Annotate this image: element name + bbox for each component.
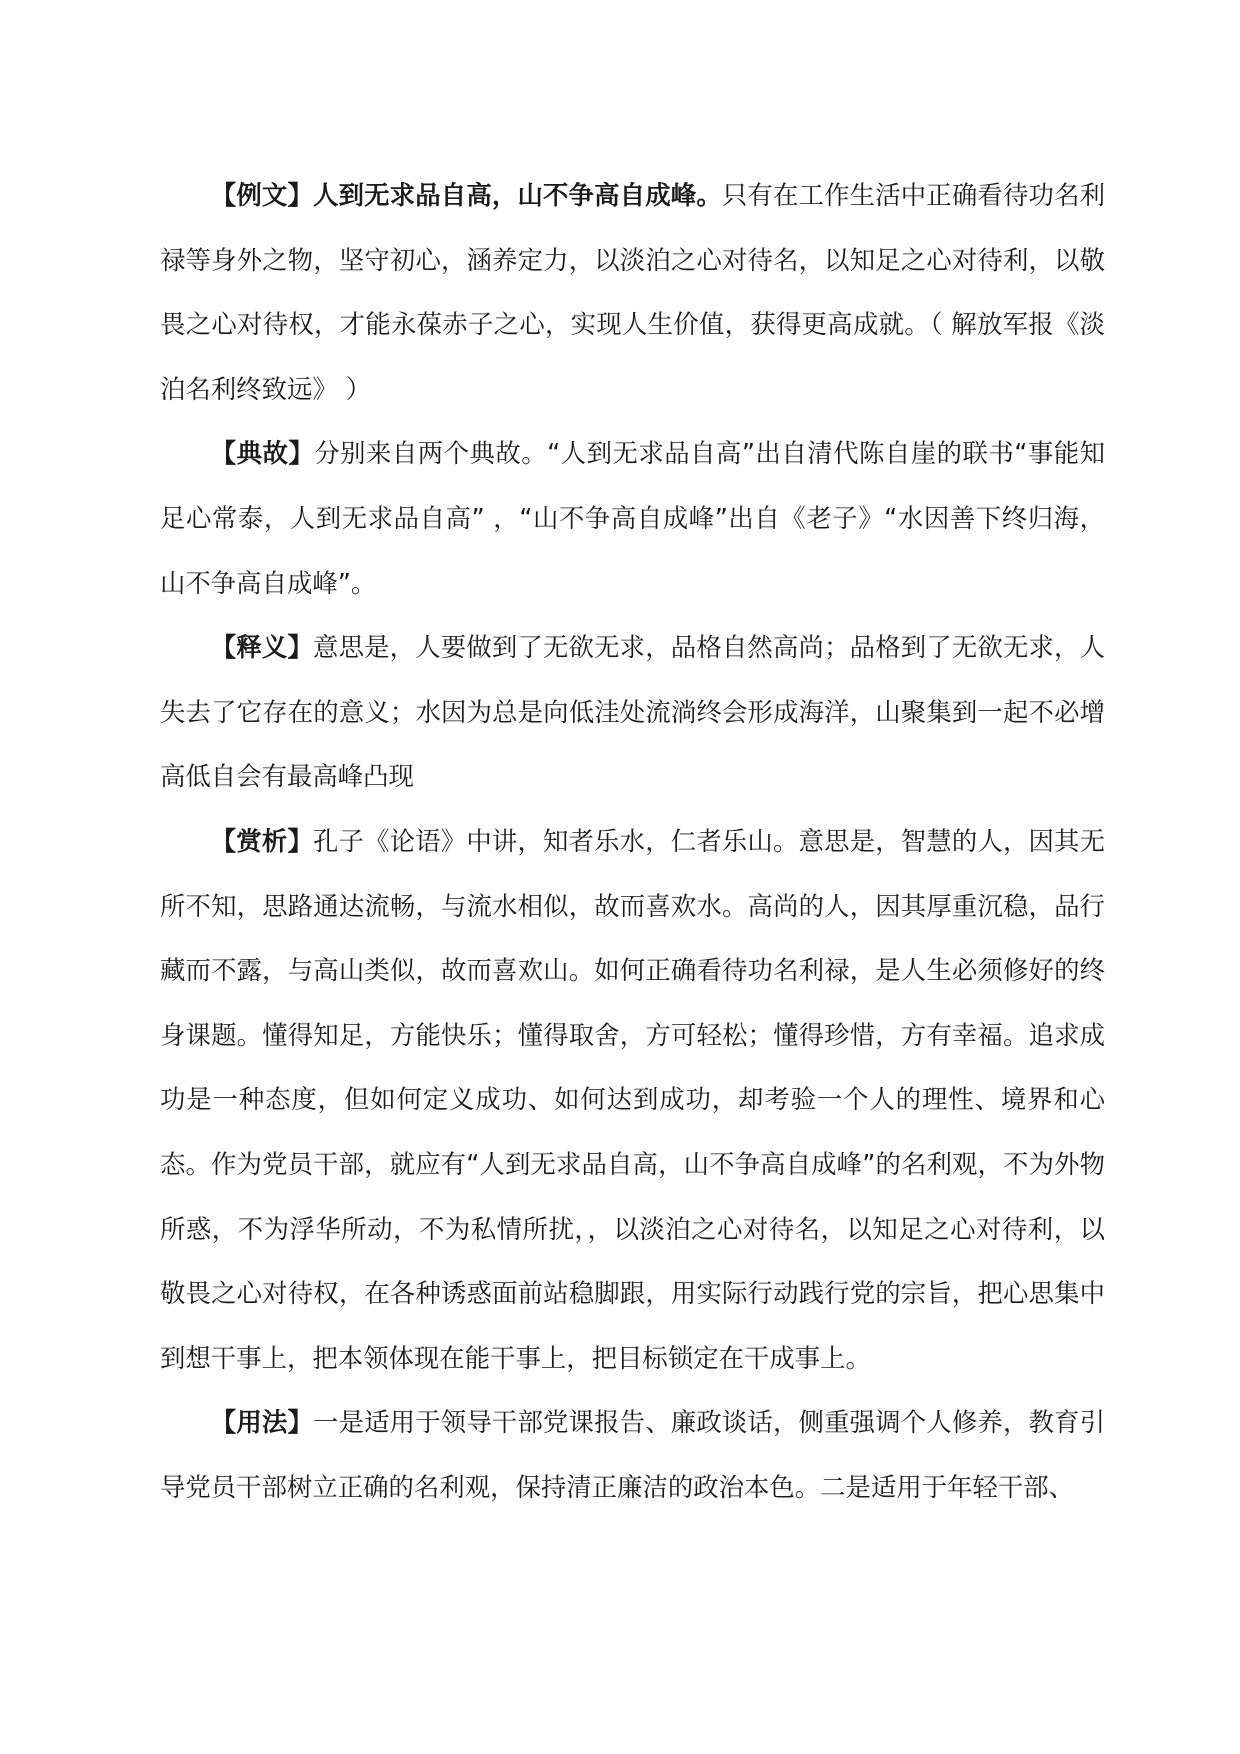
paragraph-meaning <box>160 615 1105 809</box>
paragraph-body: 孔子《论语》中讲，知者乐水，仁者乐山。意思是，智慧的人，因其无所不知，思路通达流畅，与流水相似，故而喜欢水。高尚的人，因其厚重沉稳，品行藏而不露，与高山类似，故而喜欢山。如何正确看待功名利禄，是人生必须修好的终身课题。懂得知足，方能快乐；懂得取舍，方可轻松；懂得珍惜，方有幸福。追求成功是一种态度，但如何定义成功、如何达到成功，却考验一个人的理性、境界和心态。作为党员干部，就应有“人到无求品自高，山不争高自成峰”的名利观，不为外物所惑，不为浮华所动，不为私情所扰，，以淡泊之心对待名，以知足之心对待利，以敬畏之心对待权，在各种诱惑面前站稳脚跟，用实际行动践行党的宗旨，把心思集中到想干事上，把本领体现在能干事上，把目标锁定在干成事上。 <box>160 825 1106 1373</box>
paragraph-body: 一是适用于领导干部党课报告、廉政谈话，侧重强调个人修养，教育引导党员干部树立正确的名利观，保持清正廉洁的政治本色。二是适用于年轻干部、 <box>160 1407 1106 1502</box>
paragraph-usage <box>160 1390 1105 1519</box>
paragraph-body: 意思是，人要做到了无欲无求，品格自然高尚；品格到了无欲无求，人失去了它存在的意义；水因为总是向低洼处流淌终会形成海洋，山聚集到一起不必增高低自会有最高峰凸现 <box>160 632 1106 792</box>
section-heading-meaning: 【释义】 <box>210 632 314 663</box>
section-heading-allusion: 【典故】 <box>210 438 315 469</box>
paragraph-body: 分别来自两个典故。“人到无求品自高”出自清代陈自崖的联书“事能知足心常泰，人到无求品自高” ，“山不争高自成峰”出自《老子》“水因善下终归海，山不争高自成峰”。 <box>160 438 1106 598</box>
paragraph-appreciation <box>160 809 1105 1390</box>
quoted-lead-sentence: 人到无求品自高，山不争高自成峰。 <box>313 180 722 210</box>
section-heading-usage: 【用法】 <box>210 1407 314 1438</box>
section-heading-appreciation: 【赏析】 <box>210 825 314 856</box>
paragraph-body: 只有在工作生活中正确看待功名利禄等身外之物，坚守初心，涵养定力，以淡泊之心对待名，以知足之心对待利，以敬畏之心对待权，才能永葆赤子之心，实现人生价值，获得更高成就。（ 解放军报《淡泊名利终致远》 ） <box>160 180 1106 404</box>
paragraph-example <box>160 163 1105 421</box>
document-page <box>160 163 1105 1519</box>
section-heading-example: 【例文】 <box>210 180 314 210</box>
paragraph-allusion <box>160 421 1105 615</box>
